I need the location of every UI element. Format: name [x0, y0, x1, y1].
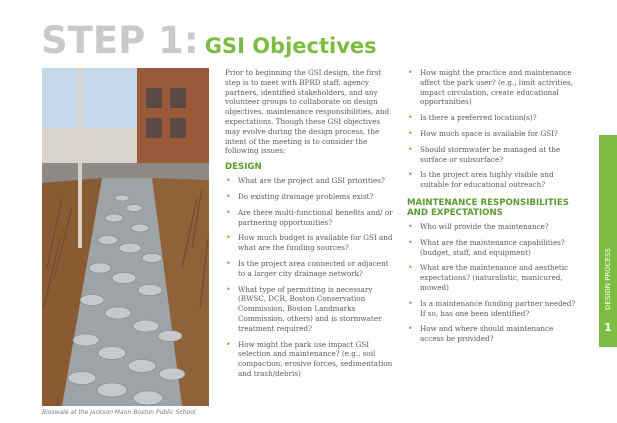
list-item: • How and where should maintenance access be provided?: [407, 324, 577, 344]
column-right: [407, 68, 577, 344]
list-item: • How might the park use impact GSI selection and maintenance? (e.g., soil compaction, erosive forces, sedimentation and trash/debris): [225, 340, 393, 379]
page-title: [41, 19, 377, 62]
list-item: • What are the maintenance capabilities? (budget, staff, and equipment): [407, 238, 577, 258]
list-item: • How much space is available for GSI?: [407, 129, 577, 139]
photo-caption: Bioswale at the Jackson Mann Boston Public School: [42, 409, 196, 416]
design-list: [225, 176, 393, 379]
page-number: 1: [604, 321, 612, 334]
list-item: • Is a maintenance funding partner needed? If so, has one been identified?: [407, 299, 577, 319]
list-item: • Is the project area highly visible and suitable for educational outreach?: [407, 170, 577, 190]
intro-paragraph: Prior to beginning the GSI design, the first step is to meet with BPRD staff, agency partners, identified stakeholders, and any volunteer groups to collaborate on design objectives, maintenance responsibilities, and expectations. Though these GSI objectives may evolve during the design process, the intent of the meeting is to consider the following issues:: [225, 68, 390, 156]
side-tab-label: DESIGN PROCESS: [604, 248, 612, 310]
bioswale-photo: [42, 68, 209, 406]
design-continued-list: [407, 68, 577, 190]
list-item: • Do existing drainage problems exist?: [225, 192, 393, 202]
list-item: • What type of permitting is necessary (BWSC, DCR, Boston Conservation Commission, Boston Landmarks Commission, others) and is stormwater treatment required?: [225, 285, 393, 334]
list-item: • How might the practice and maintenance affect the park user? (e.g., limit activities, impact circulation, create educational opportunities): [407, 68, 577, 107]
maintenance-list: [407, 222, 577, 344]
step-subtitle: GSI Objectives: [204, 34, 377, 58]
list-item: • How much budget is available for GSI and what are the funding sources?: [225, 233, 393, 253]
list-item: • Is the project area connected or adjacent to a larger city drainage network?: [225, 259, 393, 279]
list-item: • What are the project and GSI priorities?: [225, 176, 393, 186]
list-item: • Are there multi-functional benefits and/ or partnering opportunities?: [225, 208, 393, 228]
column-left: [225, 68, 393, 379]
list-item: • Should stormwater be managed at the surface or subsurface?: [407, 145, 577, 165]
list-item: • Is there a preferred location(s)?: [407, 113, 577, 123]
list-item: • Who will provide the maintenance?: [407, 222, 577, 232]
design-heading: DESIGN: [225, 162, 262, 173]
list-item: • What are the maintenance and aesthetic expectations? (naturalistic, manicured, mowed): [407, 263, 577, 292]
side-tab: [599, 135, 617, 347]
bioswale-illustration: [42, 68, 209, 406]
maintenance-heading: MAINTENANCE RESPONSIBILITIES AND EXPECTATIONS: [407, 197, 569, 218]
step-label: STEP 1:: [41, 19, 199, 62]
